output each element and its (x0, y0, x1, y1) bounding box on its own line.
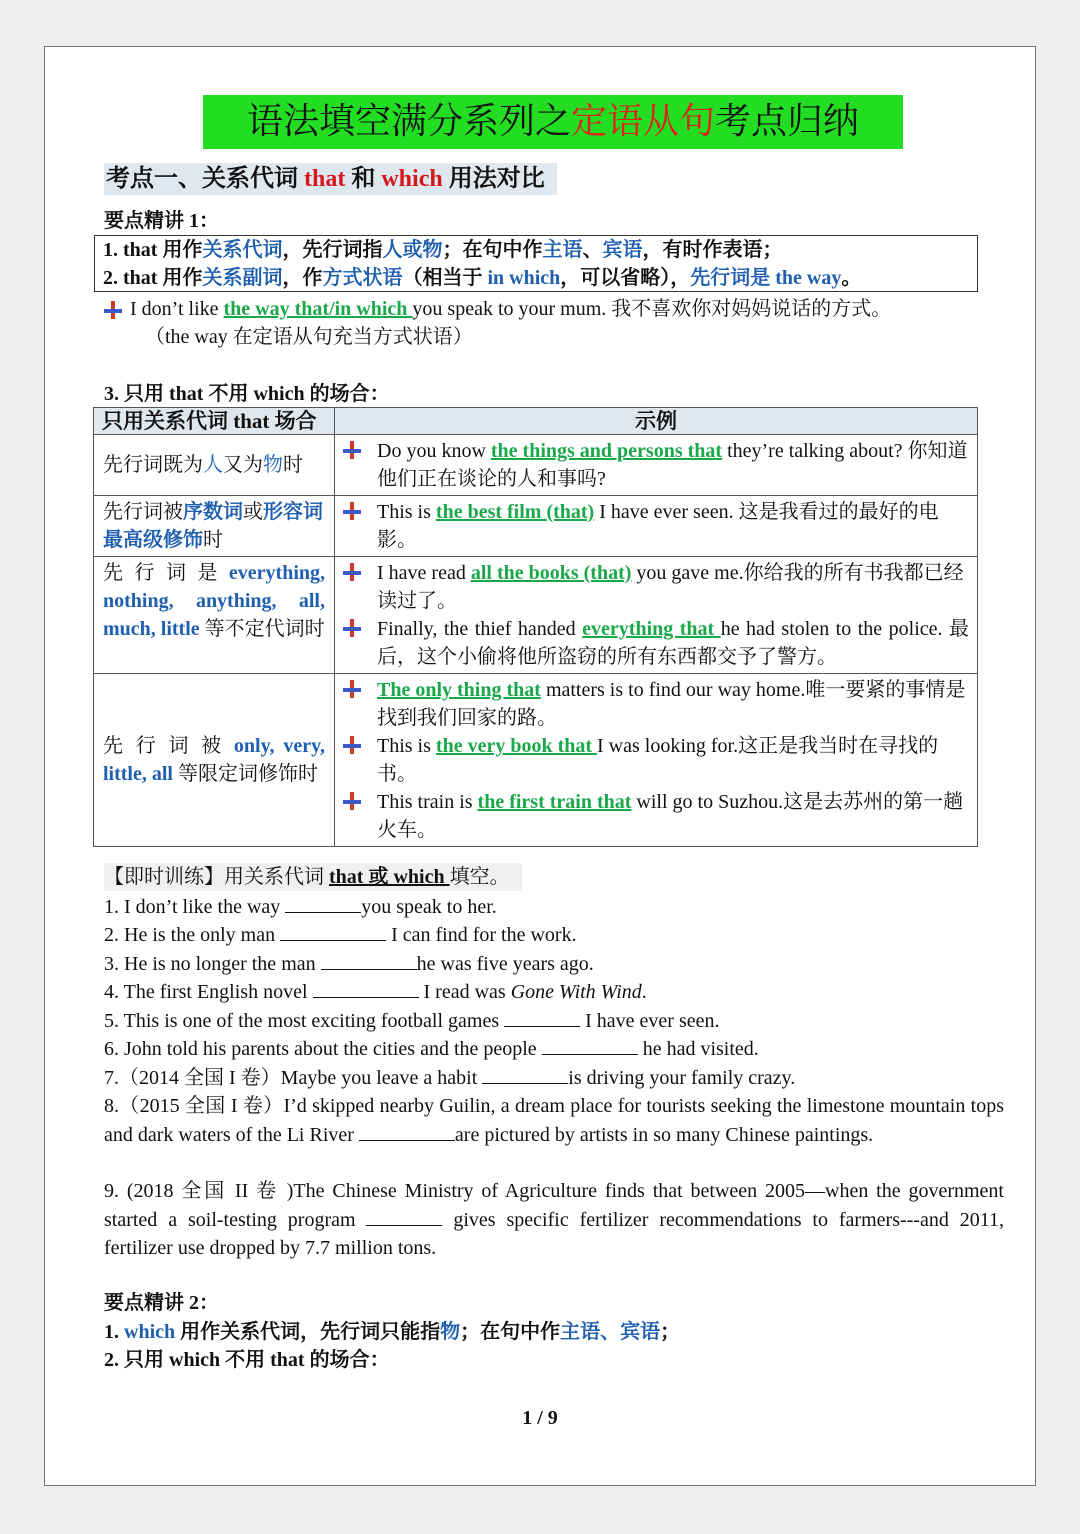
exercise-1: 1. I don’t like the way you speak to her. (104, 896, 497, 918)
arrow-bullet-icon (343, 502, 361, 520)
table-cell-condition: 先 行 词 被 only, very, little, all 等限定词修饰时 (94, 674, 335, 847)
example-item: Finally, the thief handed everything that he had stolen to the police. 最后，这个小偷将他所盗窃的所有东西都交予了警方。 (343, 615, 969, 671)
point2-line1: 1. which 用作关系代词，先行词只能指物；在句中作主语、宾语； (104, 1321, 681, 1343)
table-cell-example (335, 435, 978, 496)
answer-blank[interactable] (359, 1122, 455, 1141)
point1-example: I don’t like the way that/in which you speak to your mum. 我不喜欢你对妈妈说话的方式。 (104, 295, 1009, 323)
answer-blank[interactable] (504, 1008, 580, 1027)
document-title: 语法填空满分系列之定语从句考点归纳 (203, 95, 903, 149)
exercise-6: 6. John told his parents about the cities and the people he had visited. (104, 1038, 759, 1060)
point1-line2: 2. that 用作关系副词，作方式状语（相当于 in which，可以省略），先行词是 the way。 (103, 267, 862, 289)
table-row (94, 674, 978, 847)
exercise-4: 4. The first English novel I read was Gone With Wind. (104, 981, 647, 1003)
practice-heading: 【即时训练】用关系代词 that 或 which 填空。 (104, 863, 522, 891)
answer-blank[interactable] (313, 979, 419, 998)
table-cell-condition: 先行词既为人又为物时 (94, 435, 335, 496)
answer-blank[interactable] (321, 951, 417, 970)
page-number: 1 / 9 (522, 1407, 558, 1429)
arrow-bullet-icon (343, 792, 361, 810)
table-cell-condition: 先 行 词 是 everything, nothing, anything, all, much, little 等不定代词时 (94, 557, 335, 674)
example-item: This train is the first train that will go to Suzhou.这是去苏州的第一趟火车。 (343, 788, 969, 844)
example-item: I have read all the books (that) you gave me.你给我的所有书我都已经读过了。 (343, 559, 969, 615)
answer-blank[interactable] (280, 922, 386, 941)
that-usage-table (93, 407, 978, 847)
exercise-2: 2. He is the only man I can find for the work. (104, 924, 577, 946)
answer-blank[interactable] (366, 1207, 442, 1226)
arrow-bullet-icon (104, 301, 122, 319)
answer-blank[interactable] (482, 1065, 568, 1084)
exercise-3: 3. He is no longer the man he was five years ago. (104, 953, 594, 975)
example-item: The only thing that matters is to find our way home.唯一要紧的事情是找到我们回家的路。 (343, 676, 969, 732)
section-heading-1: 考点一、关系代词 that 和 which 用法对比 (104, 163, 557, 195)
arrow-bullet-icon (343, 619, 361, 637)
table-cell-example (335, 557, 978, 674)
exercise-8: 8.（2015 全国 I 卷）I’d skipped nearby Guilin, a dream place for tourists seeking the limestone mountain tops and dark waters of the Li River are pictured by artists in so many Chinese paintings. (104, 1095, 1004, 1146)
example-item: This is the best film (that) I have ever seen. 这是我看过的最好的电影。 (343, 498, 969, 554)
point1-note: （the way 在定语从句充当方式状语） (145, 326, 473, 348)
table-row (94, 435, 978, 496)
point1-box (94, 235, 978, 292)
point1-line1: 1. that 用作关系代词，先行词指人或物；在句中作主语、宾语，有时作表语； (103, 239, 783, 261)
arrow-bullet-icon (343, 441, 361, 459)
exercise-9: 9. (2018 全国 II 卷 )The Chinese Ministry of Agriculture finds that between 2005—when the government started a soil-testing program gives specific fertilizer recommendations to farmers---and 2011, fertilizer use dropped by 7.7 million tons. (104, 1180, 1004, 1259)
document-page (44, 46, 1036, 1486)
answer-blank[interactable] (542, 1036, 638, 1055)
point3-heading: 3. 只用 that 不用 which 的场合： (104, 383, 390, 405)
table-row (94, 496, 978, 557)
arrow-bullet-icon (343, 680, 361, 698)
table-cell-condition: 先行词被序数词或形容词最高级修饰时 (94, 496, 335, 557)
point2-line2: 2. 只用 which 不用 that 的场合： (104, 1349, 390, 1371)
table-cell-example (335, 674, 978, 847)
arrow-bullet-icon (343, 736, 361, 754)
point1-heading: 要点精讲 1： (104, 210, 219, 232)
table-header-row (94, 408, 978, 435)
arrow-bullet-icon (343, 563, 361, 581)
exercise-7: 7.（2014 全国 I 卷）Maybe you leave a habit is driving your family crazy. (104, 1067, 796, 1089)
answer-blank[interactable] (285, 894, 361, 913)
exercise-5: 5. This is one of the most exciting football games I have ever seen. (104, 1010, 720, 1032)
table-header-left: 只用关系代词 that 场合 (94, 408, 335, 435)
table-row (94, 557, 978, 674)
example-item: This is the very book that I was looking for.这正是我当时在寻找的书。 (343, 732, 969, 788)
table-cell-example (335, 496, 978, 557)
point2-heading: 要点精讲 2： (104, 1292, 219, 1314)
example-item: Do you know the things and persons that they’re talking about? 你知道他们正在谈论的人和事吗? (343, 437, 969, 493)
table-header-right: 示例 (335, 408, 978, 435)
